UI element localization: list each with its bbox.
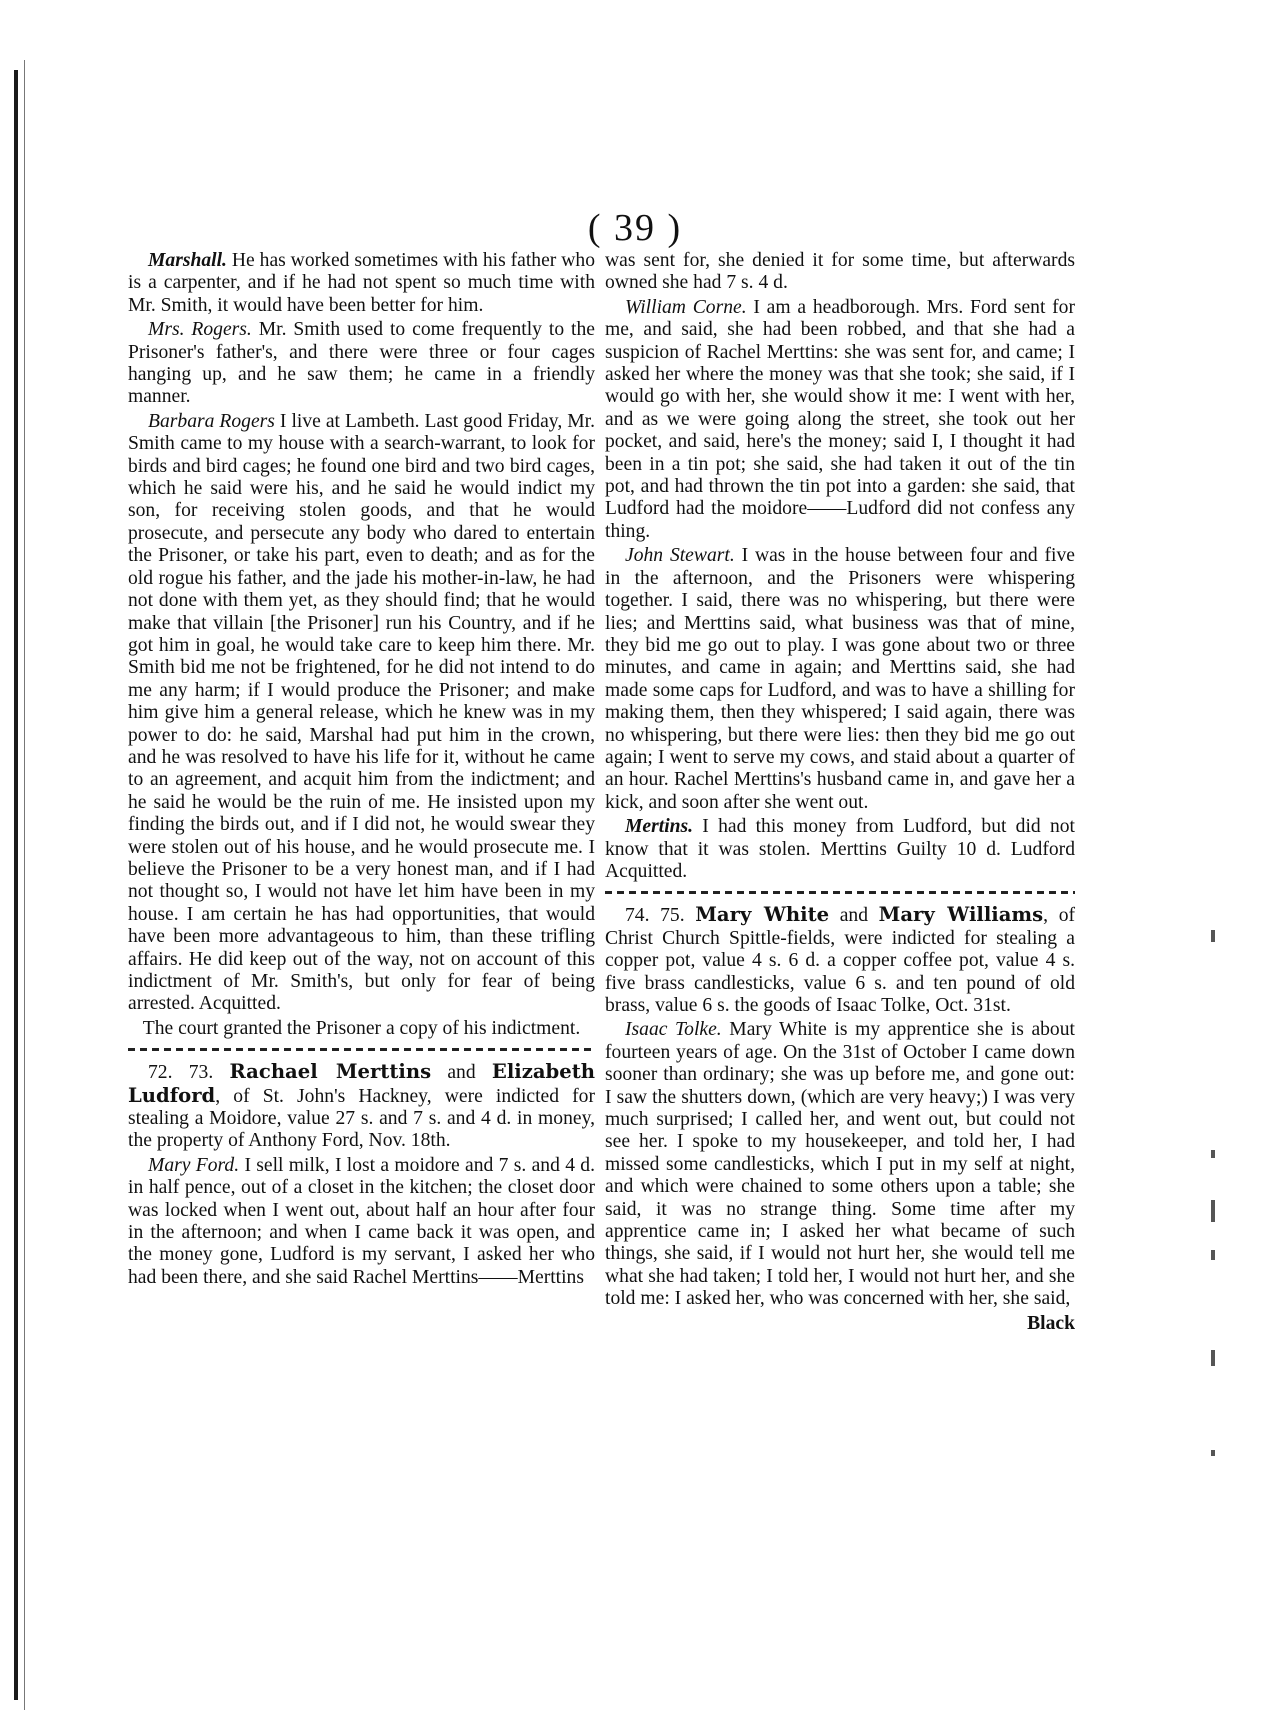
speaker-name: Isaac Tolke. xyxy=(625,1019,722,1041)
paragraph xyxy=(128,1155,595,1289)
section-divider xyxy=(128,1048,595,1051)
testimony-text: He has worked sometimes with his father who is a carpenter, and if he had not spent so much time with Mr. Smith, it would have been better for him. xyxy=(128,250,595,316)
testimony-text: Mr. Smith used to come frequently to the Prisoner's father's, and there were three or four cages hanging up, and he saw them; he came in a friendly manner. xyxy=(128,319,595,408)
scan-edge-left-thin xyxy=(24,60,25,1710)
speaker-name: John Stewart. xyxy=(625,545,735,567)
defendant-name: Mary Williams xyxy=(878,903,1044,927)
testimony-text: I was in the house between four and five in the afternoon, and the Prisoners were whispering together. I said, there was no whispering, but there were lies; and Merttins said, what business was that of mine, they bid me go out to play. I was gone about two or three minutes, and came in again; and Merttins said, she had made some caps for Ludford, and was to have a shilling for making them, then they whispered; I said again, there was no whispering, but there were lies: then they bid me go out again; I went to serve my cows, and staid about a quarter of an hour. Rachel Merttins's husband came in, and gave her a kick, and soon after she went out. xyxy=(605,545,1075,813)
scan-edge-right-marks xyxy=(1205,150,1225,1600)
testimony-text: I sell milk, I lost a moidore and 7 s. and 4 d. in half pence, out of a closet in the kitchen; the closet door was locked when I went out, about half an hour after four in the afternoon; and when I came back it was open, and the money gone, Ludford is my servant, I asked her who had been there, and she said Rachel Merttins——Merttins xyxy=(128,1154,595,1288)
testimony-text: I had this money from Ludford, but did not know that it was stolen. Merttins Guilty 10 d. Ludford Acquitted. xyxy=(605,816,1075,882)
speaker-name: Barbara Rogers xyxy=(148,410,275,432)
section-divider xyxy=(605,891,1075,894)
paragraph xyxy=(605,297,1075,543)
speaker-name: Marshall. xyxy=(148,250,227,271)
paragraph xyxy=(128,250,595,317)
court-note: The court granted the Prisoner a copy of his indictment. xyxy=(142,1017,581,1039)
case-numbers: 74. 75. xyxy=(625,905,696,927)
testimony-text: I live at Lambeth. Last good Friday, Mr. Smith came to my house with a search-warrant, to look for birds and bird cages; he found one bird and two bird cages, which he said were his, and he said he would indict my son, for receiving stolen goods, and that he would prosecute, and persecute any body who dared to entertain the Prisoner, or take his part, even to death; and as for the old rogue his father, and the jade his mother-in-law, he had not done with them yet, as they should find; that he would make that villain [the Prisoner] run his Country, and if he got him in goal, he would take care to keep him there. Mr. Smith bid me not be frightened, for he did not intend to do me any harm; if I would produce the Prisoner; and make him give him a general release, which he knew was in my power to do: he said, Marshal had put him in the crown, and he was resolved to have his life for it, without he came to an agreement, and acquit him from the indictment; and he said he would be the ruin of me. He insisted upon my finding the birds out, and if I did not, he would swear they were stolen out of his house, and he would prosecute me. I believe the Prisoner to be a very honest man, and if I had not thought so, I would not have let him have been in my house. I am certain he has had opportunities, that would have been more advantageous to him, than these trifling affairs. He did keep out of the way, not on account of this indictment of Mr. Smith's, but only for fear of being arrested. Acquitted. xyxy=(128,410,595,1015)
case-text: , of Christ Church Spittle-fields, were indicted for stealing a copper pot, value 4 s. 6 d. a copper coffee pot, value 4 s. five brass candlesticks, value 6 s. and ten pound of old brass, value 6 s. the goods of Isaac Tolke, Oct. 31st. xyxy=(605,905,1076,1016)
paragraph xyxy=(128,319,595,409)
paragraph xyxy=(605,545,1075,814)
case-text: , of St. John's Hackney, were indicted for stealing a Moidore, value 27 s. and 7 s. and 4 d. in money, the property of Anthony Ford, Nov. 18th. xyxy=(128,1085,595,1152)
case-numbers: 72. 73. xyxy=(148,1062,230,1084)
paragraph xyxy=(128,411,595,1016)
right-column xyxy=(605,250,1075,1337)
case-conjunction: and xyxy=(431,1062,492,1084)
testimony-text: Mary White is my apprentice she is about fourteen years of age. On the 31st of October I came down sooner than ordinary; she was up before me, and gone out: I saw the shutters down, (which are very heavy;) I was very much surprised; I called her, and went out, but could not see her. I spoke to my housekeeper, and told her, I had missed some candlesticks, which I put in my self at night, and which were chained to some others upon a table; she said, it was no strange thing. Some time after my apprentice came in; I asked her what became of such things, she said, if I would not hurt her, she would tell me what she had taken; I told her, I would not hurt her, and she told me: I asked her, who was concerned with her, she said, xyxy=(605,1019,1075,1310)
speaker-name: Mertins. xyxy=(625,816,694,838)
speaker-name: William Corne. xyxy=(625,296,747,318)
case-heading xyxy=(128,1061,595,1153)
case-conjunction: and xyxy=(829,905,879,927)
page-number: ( 39 ) xyxy=(587,207,683,249)
scan-edge-left xyxy=(14,70,18,1700)
speaker-name: Mary Ford. xyxy=(148,1154,240,1176)
defendant-name: Rachael Merttins xyxy=(229,1060,432,1084)
left-column xyxy=(128,250,595,1291)
case-heading xyxy=(605,904,1075,1017)
defendant-name: Elizabeth Ludford xyxy=(128,1060,595,1107)
testimony-text: I am a headborough. Mrs. Ford sent for me, and said, she had been robbed, and that she had a suspicion of Rachel Merttins: she was sent for, and came; I asked her where the money was that she took; she said, if I would go with her, she would show it me: I went with her, and as we were going along the street, she took out her pocket, and said, here's the money; said I, I thought it had been in a tin pot; she said, she had taken it out of the tin pot, and had thrown the tin pot into a garden: she said, that Ludford had the moidore——Ludford did not confess any thing. xyxy=(605,296,1076,542)
paragraph xyxy=(605,816,1075,883)
speaker-name: Mrs. Rogers. xyxy=(148,319,252,341)
paragraph xyxy=(605,1019,1075,1310)
defendant-name: Mary White xyxy=(695,903,830,927)
catchword: Black xyxy=(1027,1312,1075,1334)
paragraph: was sent for, she denied it for some time, but afterwards owned she had 7 s. 4 d. xyxy=(605,250,1075,294)
